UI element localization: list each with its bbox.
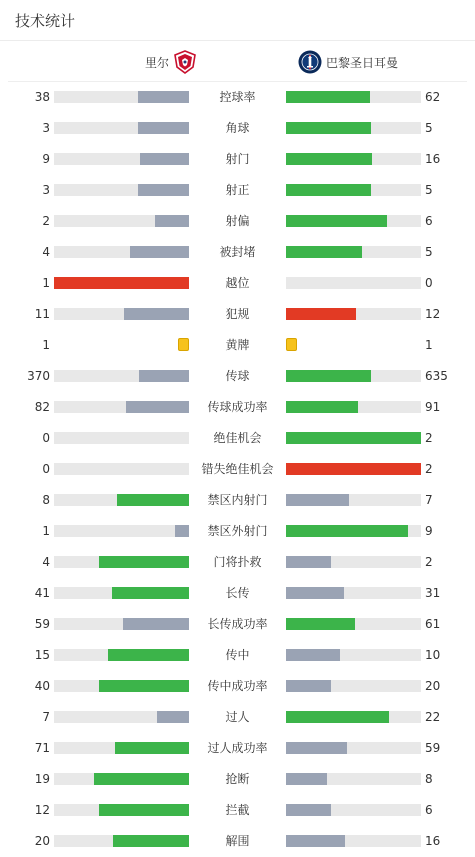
stat-label: 黄牌 <box>225 338 250 352</box>
away-stat-value: 31 <box>425 586 441 600</box>
stat-label: 过人成功率 <box>207 741 268 755</box>
stat-row <box>0 206 475 237</box>
home-stat-bar-fill <box>126 401 189 413</box>
home-stat-value: 82 <box>34 400 50 414</box>
stat-label: 长传成功率 <box>207 617 268 631</box>
away-stat-value: 5 <box>425 245 433 259</box>
away-stat-bar-fill <box>286 215 387 227</box>
home-stat-bar-track <box>54 804 189 816</box>
stat-row <box>0 299 475 330</box>
stat-label: 射正 <box>225 183 250 197</box>
stat-label: 犯规 <box>225 307 250 321</box>
home-stat-bar-fill <box>130 246 189 258</box>
stat-label: 越位 <box>225 276 250 290</box>
away-stat-bar-track <box>286 773 421 785</box>
stat-label: 角球 <box>225 121 250 135</box>
home-stat-bar-track <box>54 184 189 196</box>
stat-row <box>0 82 475 113</box>
home-stat-bar-track <box>54 308 189 320</box>
home-stat-value: 0 <box>42 431 50 445</box>
home-team[interactable] <box>145 50 197 74</box>
home-stat-value: 38 <box>34 90 50 104</box>
stat-row <box>0 516 475 547</box>
away-stat-bar-track <box>286 525 421 537</box>
stat-row <box>0 702 475 733</box>
home-team-name: 里尔 <box>145 55 170 70</box>
away-stat-bar-fill <box>286 711 389 723</box>
stat-row <box>0 144 475 175</box>
away-stat-bar-track <box>286 680 421 692</box>
home-stat-bar-fill <box>112 587 189 599</box>
away-stat-bar-track <box>286 432 421 444</box>
away-stat-bar-track <box>286 370 421 382</box>
away-stat-value: 20 <box>425 679 441 693</box>
away-stat-bar-fill <box>286 463 421 475</box>
home-stat-bar-track <box>54 494 189 506</box>
home-stat-bar-track <box>54 835 189 847</box>
stat-row <box>0 609 475 640</box>
stat-row <box>0 361 475 392</box>
stat-row <box>0 330 475 361</box>
away-stat-bar-track <box>286 742 421 754</box>
away-stat-bar-track <box>286 835 421 847</box>
home-stat-value: 19 <box>34 772 50 786</box>
away-stat-bar-fill <box>286 804 331 816</box>
away-stat-bar-track <box>286 153 421 165</box>
stat-row <box>0 113 475 144</box>
home-stat-bar-fill <box>94 773 189 785</box>
stat-label: 传中 <box>225 648 250 662</box>
away-stat-bar-fill <box>286 525 408 537</box>
home-stat-bar-track <box>54 277 189 289</box>
stat-row <box>0 795 475 826</box>
home-stat-bar-fill <box>123 618 189 630</box>
away-stat-bar-fill <box>286 308 356 320</box>
home-stat-bar-track <box>54 401 189 413</box>
away-stat-bar-track <box>286 91 421 103</box>
away-stat-bar-track <box>286 401 421 413</box>
away-stat-value: 6 <box>425 803 433 817</box>
away-stat-value: 6 <box>425 214 433 228</box>
away-stat-bar-track <box>286 215 421 227</box>
home-stat-value: 1 <box>42 338 50 352</box>
away-team-name: 巴黎圣日耳曼 <box>326 55 399 70</box>
stat-label: 过人 <box>225 710 250 724</box>
away-stat-value: 1 <box>425 338 433 352</box>
page-header <box>0 0 475 41</box>
home-stat-bar-track <box>54 463 189 475</box>
away-stat-value: 12 <box>425 307 441 321</box>
stat-label: 射偏 <box>225 214 250 228</box>
away-stat-bar-fill <box>286 246 362 258</box>
away-stat-value: 16 <box>425 834 441 848</box>
away-stat-value: 5 <box>425 183 433 197</box>
home-stat-value: 4 <box>42 245 50 259</box>
away-stat-value: 9 <box>425 524 433 538</box>
stat-row <box>0 640 475 671</box>
away-stat-bar-track <box>286 618 421 630</box>
away-stat-bar-fill <box>286 835 345 847</box>
stat-label: 门将扑救 <box>213 555 262 569</box>
home-stat-bar-track <box>54 246 189 258</box>
home-stat-bar-fill <box>54 277 189 289</box>
stat-label: 拦截 <box>225 803 250 817</box>
stat-row <box>0 237 475 268</box>
home-stat-bar-fill <box>157 711 189 723</box>
lille-crest-icon <box>173 50 197 74</box>
stats-list <box>0 82 475 857</box>
home-stat-value: 1 <box>42 524 50 538</box>
home-stat-bar-track <box>54 91 189 103</box>
home-stat-value: 4 <box>42 555 50 569</box>
stat-row <box>0 547 475 578</box>
team-header <box>8 41 467 82</box>
away-stat-value: 59 <box>425 741 441 755</box>
home-stat-value: 1 <box>42 276 50 290</box>
home-stat-bar-track <box>54 742 189 754</box>
home-stat-bar-fill <box>140 153 189 165</box>
home-stat-value: 8 <box>42 493 50 507</box>
home-stat-bar-fill <box>99 680 189 692</box>
away-stat-value: 7 <box>425 493 433 507</box>
home-stat-bar-fill <box>99 556 189 568</box>
stat-label: 禁区内射门 <box>207 493 268 507</box>
stat-row <box>0 423 475 454</box>
stat-label: 抢断 <box>225 772 250 786</box>
stat-label: 控球率 <box>219 90 256 104</box>
home-stat-bar-fill <box>108 649 189 661</box>
away-stat-bar-track <box>286 277 421 289</box>
home-stat-bar-fill <box>115 742 189 754</box>
away-stat-bar-fill <box>286 649 340 661</box>
home-stat-value: 3 <box>42 121 50 135</box>
away-stat-value: 2 <box>425 462 433 476</box>
away-stat-bar-fill <box>286 618 355 630</box>
stat-row <box>0 671 475 702</box>
away-stat-bar-track <box>286 649 421 661</box>
away-stat-bar-fill <box>286 91 370 103</box>
stat-row <box>0 454 475 485</box>
home-stat-bar-fill <box>138 184 189 196</box>
home-stat-bar-track <box>54 215 189 227</box>
away-stat-bar-track <box>286 246 421 258</box>
away-stat-bar-track <box>286 122 421 134</box>
away-stat-bar-fill <box>286 680 331 692</box>
stat-row <box>0 268 475 299</box>
home-stat-bar-track <box>54 556 189 568</box>
home-stat-value: 11 <box>34 307 50 321</box>
away-stat-value: 16 <box>425 152 441 166</box>
away-stat-value: 91 <box>425 400 441 414</box>
away-stat-bar-track <box>286 308 421 320</box>
stat-label: 传球成功率 <box>207 400 268 414</box>
stat-row <box>0 392 475 423</box>
away-stat-bar-fill <box>286 773 327 785</box>
home-stat-value: 59 <box>34 617 50 631</box>
home-stat-bar-fill <box>139 370 189 382</box>
home-stat-value: 7 <box>42 710 50 724</box>
away-stat-value: 62 <box>425 90 441 104</box>
away-stat-value: 2 <box>425 431 433 445</box>
home-stat-bar-track <box>54 432 189 444</box>
home-stat-bar-fill <box>99 804 189 816</box>
stat-label: 传中成功率 <box>207 679 268 693</box>
stat-row <box>0 764 475 795</box>
stat-row <box>0 826 475 857</box>
home-stat-bar-track <box>54 649 189 661</box>
home-stat-value: 71 <box>34 741 50 755</box>
away-stat-value: 61 <box>425 617 441 631</box>
home-stat-bar-fill <box>117 494 189 506</box>
home-stat-bar-track <box>54 618 189 630</box>
home-stat-bar-track <box>54 711 189 723</box>
home-stat-value: 3 <box>42 183 50 197</box>
home-stat-bar-track <box>54 153 189 165</box>
away-stat-bar-fill <box>286 494 349 506</box>
stat-label: 解围 <box>225 834 250 848</box>
away-team[interactable] <box>298 50 398 74</box>
away-yellow-card-icon <box>286 338 297 351</box>
page-title: 技术统计 <box>15 12 76 30</box>
home-stat-value: 20 <box>34 834 50 848</box>
home-stat-bar-track <box>54 773 189 785</box>
stat-label: 被封堵 <box>219 245 256 259</box>
stat-label: 错失绝佳机会 <box>201 462 274 476</box>
home-yellow-card-icon <box>178 338 189 351</box>
away-stat-value: 8 <box>425 772 433 786</box>
away-stat-bar-fill <box>286 122 371 134</box>
away-stat-bar-fill <box>286 401 358 413</box>
away-stat-bar-track <box>286 804 421 816</box>
home-stat-value: 15 <box>34 648 50 662</box>
away-stat-bar-track <box>286 556 421 568</box>
psg-crest-icon <box>298 50 322 74</box>
away-stat-bar-track <box>286 184 421 196</box>
away-stat-value: 22 <box>425 710 441 724</box>
stat-row <box>0 578 475 609</box>
home-stat-value: 0 <box>42 462 50 476</box>
away-stat-bar-track <box>286 587 421 599</box>
home-stat-bar-fill <box>138 122 189 134</box>
away-stat-bar-fill <box>286 370 371 382</box>
home-stat-value: 40 <box>34 679 50 693</box>
stat-label: 传球 <box>225 369 250 383</box>
home-stat-bar-track <box>54 680 189 692</box>
away-stat-value: 635 <box>425 369 448 383</box>
stat-row <box>0 733 475 764</box>
home-stat-bar-track <box>54 370 189 382</box>
home-stat-value: 2 <box>42 214 50 228</box>
home-stat-value: 9 <box>42 152 50 166</box>
away-stat-bar-track <box>286 494 421 506</box>
away-stat-value: 0 <box>425 276 433 290</box>
away-stat-value: 2 <box>425 555 433 569</box>
away-stat-value: 5 <box>425 121 433 135</box>
away-stat-bar-track <box>286 711 421 723</box>
away-stat-bar-fill <box>286 153 372 165</box>
away-stat-bar-track <box>286 463 421 475</box>
stat-label: 射门 <box>225 152 250 166</box>
away-stat-bar-fill <box>286 184 371 196</box>
away-stat-bar-fill <box>286 742 347 754</box>
stat-row <box>0 485 475 516</box>
away-stat-bar-fill <box>286 556 331 568</box>
home-stat-bar-track <box>54 525 189 537</box>
home-stat-bar-track <box>54 587 189 599</box>
home-stat-bar-fill <box>124 308 189 320</box>
home-stat-value: 12 <box>34 803 50 817</box>
away-stat-bar-fill <box>286 587 344 599</box>
stat-label: 禁区外射门 <box>207 524 268 538</box>
home-stat-bar-fill <box>155 215 189 227</box>
stat-row <box>0 175 475 206</box>
away-stat-value: 10 <box>425 648 441 662</box>
home-stat-bar-fill <box>113 835 189 847</box>
home-stat-value: 370 <box>27 369 50 383</box>
home-stat-bar-track <box>54 122 189 134</box>
stat-label: 长传 <box>225 586 250 600</box>
stat-label: 绝佳机会 <box>213 431 262 445</box>
home-stat-bar-fill <box>138 91 189 103</box>
away-stat-bar-fill <box>286 432 421 444</box>
home-stat-bar-fill <box>175 525 189 537</box>
home-stat-value: 41 <box>34 586 50 600</box>
